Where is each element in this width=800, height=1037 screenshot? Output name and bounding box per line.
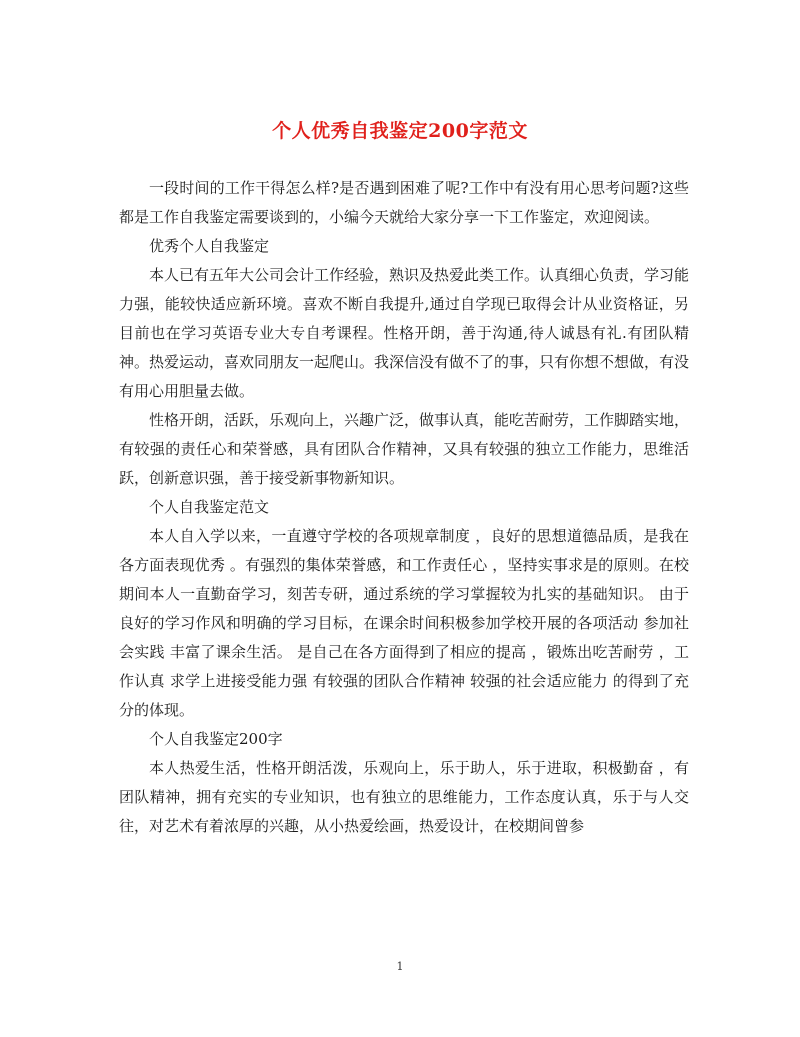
document-title: 个人优秀自我鉴定200字范文 (272, 120, 528, 142)
document-body (119, 174, 689, 841)
body-paragraph: 本人已有五年大公司会计工作经验，熟识及热爱此类工作。认真细心负责，学习能力强，能较快适应新环境。喜欢不断自我提升,通过自学现已取得会计从业资格证，另目前也在学习英语专业大专自考课程。性格开朗，善于沟通,待人诚恳有礼.有团队精神。热爱运动，喜欢同朋友一起爬山。我深信没有做不了的事，只有你想不想做，有没有用心用胆量去做。 (119, 266, 690, 400)
body-paragraph: 本人热爱生活，性格开朗活泼，乐观向上，乐于助人，乐于进取，积极勤奋 ，有团队精神，拥有充实的专业知识，也有独立的思维能力，工作态度认真，乐于与人交往，对艺术有着浓厚的兴趣，从小热爱绘画，热爱设计，在校期间曾参 (119, 759, 689, 835)
body-paragraph: 本人自入学以来，一直遵守学校的各项规章制度 ，良好的思想道德品质，是我在各方面表现优秀 。有强烈的集体荣誉感，和工作责任心 ，坚持实事求是的原则。在校期间本人一直勤奋学习，刻苦专研，通过系统的学习掌握较为扎实的基础知识。 由于良好的学习作风和明确的学习目标，在课余时间积极参加学校开展的各项活动 参加社会实践 丰富了课余生活。 是自己在各方面得到了相应的提高 ，锻炼出吃苦耐劳 ，工作认真 求学上进接受能力强 有较强的团队合作精神 较强的社会适应能力 的得到了充分的体现。 (119, 527, 689, 719)
body-paragraph: 性格开朗，活跃，乐观向上，兴趣广泛，做事认真，能吃苦耐劳，工作脚踏实地，有较强的责任心和荣誉感，具有团队合作精神，又具有较强的独立工作能力，思维活跃，创新意识强，善于接受新事物新知识。 (119, 411, 690, 487)
intro-paragraph: 一段时间的工作干得怎么样?是否遇到困难了呢?工作中有没有用心思考问题?这些都是工作自我鉴定需要谈到的，小编今天就给大家分享一下工作鉴定，欢迎阅读。 (119, 179, 689, 226)
section-heading: 优秀个人自我鉴定 (149, 237, 270, 255)
page-number: 1 (396, 960, 404, 973)
section-heading: 个人自我鉴定200字 (149, 730, 283, 748)
section-heading: 个人自我鉴定范文 (149, 498, 270, 516)
